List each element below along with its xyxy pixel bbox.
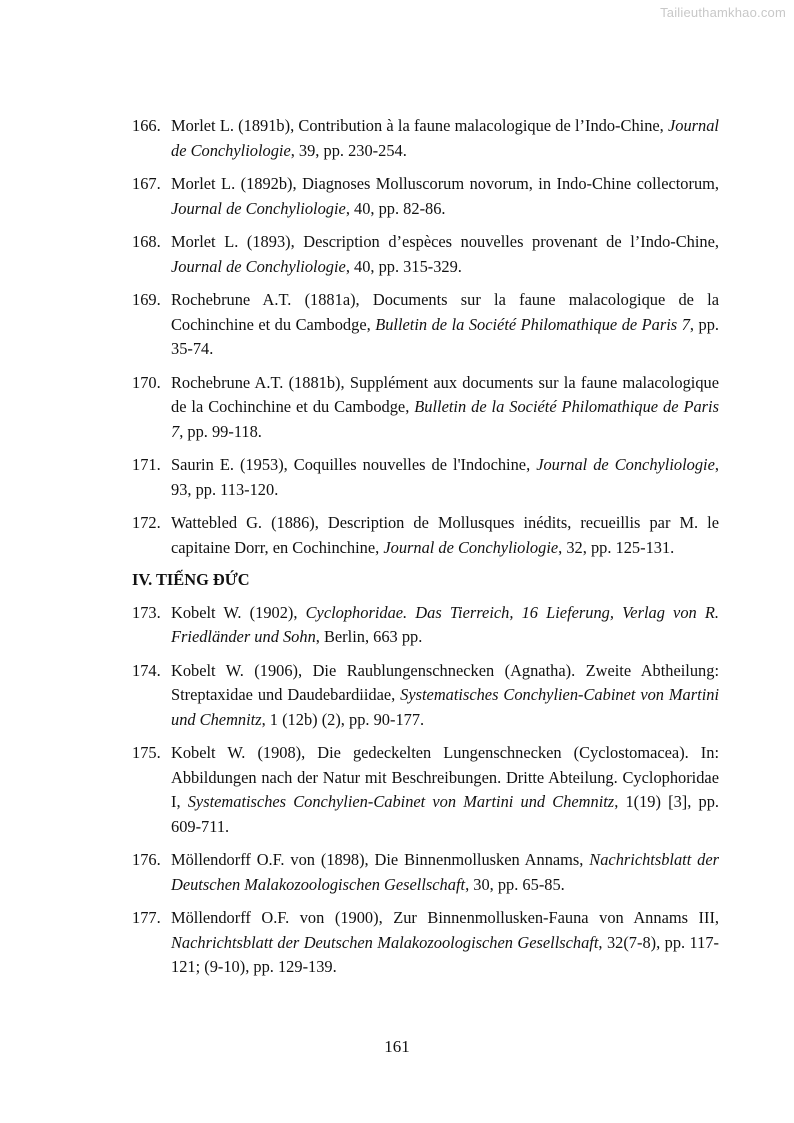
reference-title-italic: Nachrichtsblatt der Deutschen Malakozoologischen Gesellschaft — [171, 850, 720, 894]
reference-entry — [132, 511, 719, 560]
reference-number: 169. — [132, 290, 161, 309]
reference-entry — [132, 848, 719, 897]
reference-number: 176. — [132, 850, 161, 869]
reference-text-part: , 1(19) [3], pp. 609-711. — [171, 792, 720, 836]
reference-text-part: , pp. 99-118. — [179, 421, 262, 441]
reference-text-part: , 1 (12b) (2), pp. 90-177. — [261, 709, 425, 729]
reference-entry — [132, 230, 719, 279]
reference-entry — [132, 601, 719, 650]
reference-text — [171, 603, 719, 647]
reference-title-italic: Journal de Conchyliologie — [171, 256, 346, 276]
reference-number: 174. — [132, 660, 161, 680]
reference-number: 173. — [132, 602, 161, 622]
reference-text-part: , 32(7-8), pp. 117-121; (9-10), pp. 129-139. — [171, 932, 719, 976]
reference-text-part: , pp. 35-74. — [171, 314, 719, 358]
reference-title-italic: Systematisches Conchylien-Cabinet von Martini und Chemnitz — [171, 685, 719, 729]
reference-number: 175. — [132, 743, 161, 762]
reference-title-italic: Bulletin de la Société Philomathique de Paris 7 — [171, 397, 719, 441]
reference-entry — [132, 453, 719, 502]
reference-title-italic: Bulletin de la Société Philomathique de Paris 7 — [375, 314, 690, 334]
reference-text — [171, 513, 719, 557]
reference-entry — [132, 114, 719, 163]
reference-title-italic: Journal de Conchyliologie — [383, 537, 559, 557]
reference-text-part: , 93, pp. 113-120. — [171, 455, 719, 499]
reference-text — [171, 455, 719, 499]
reference-text-part: Wattebled G. (1886), Description de Mollusques inédits, recueillis par M. le capitaine Dorr, en Cochinchine, — [171, 513, 719, 557]
reference-list — [132, 114, 719, 989]
reference-entry — [132, 906, 719, 980]
reference-text-part: , 40, pp. 82-86. — [345, 198, 446, 218]
reference-text — [171, 373, 719, 441]
reference-text — [171, 743, 719, 836]
reference-number: 168. — [132, 232, 161, 251]
reference-text — [171, 850, 719, 894]
reference-text-part: Morlet L. (1893), Description d’espèces nouvelles provenant de l’Indo-Chine, — [171, 232, 719, 251]
reference-text-part: , 40, pp. 315-329. — [345, 256, 462, 276]
reference-text — [171, 661, 719, 729]
reference-text-part: Kobelt W. (1902), — [171, 602, 306, 622]
reference-group-german — [132, 601, 719, 980]
reference-text-part: Kobelt W. (1908), Die gedeckelten Lungenschnecken (Cyclostomacea). In: Abbildungen nach der Natur mit Beschreibungen. Dritte Abteilung. Cyclophoridae I, — [171, 743, 719, 811]
reference-title-italic: Journal de Conchyliologie — [536, 455, 715, 474]
reference-entry — [132, 371, 719, 445]
reference-number: 172. — [132, 513, 161, 532]
reference-text — [171, 174, 719, 218]
reference-number: 171. — [132, 455, 161, 474]
reference-text — [171, 116, 719, 160]
reference-text-part: , 32, pp. 125-131. — [558, 537, 675, 557]
reference-number: 170. — [132, 372, 161, 392]
section-heading: IV. TIẾNG ĐỨC — [132, 570, 250, 589]
reference-text-part: Rochebrune A.T. (1881a), Documents sur la faune malacologique de la Cochinchine et du Cambodge, — [171, 290, 719, 334]
reference-text-part: , 39, pp. 230-254. — [290, 140, 407, 160]
reference-text — [171, 908, 719, 976]
reference-text-part: Morlet L. (1892b), Diagnoses Molluscorum novorum, in Indo-Chine collectorum, — [171, 174, 719, 193]
reference-text-part: Kobelt W. (1906), Die Raublungenschnecken (Agnatha). Zweite Abtheilung: Streptaxidae und Daudebardiidae, — [171, 660, 719, 704]
reference-title-italic: Nachrichtsblatt der Deutschen Malakozoologischen Gesellschaft — [171, 932, 599, 952]
reference-text-part: Morlet L. (1891b), Contribution à la faune malacologique de l’Indo-Chine, — [171, 116, 668, 135]
reference-group-french — [132, 114, 719, 560]
reference-text-part: , 30, pp. 65-85. — [465, 874, 565, 894]
reference-number: 177. — [132, 908, 161, 927]
watermark-text: Tailieuthamkhao.com — [660, 5, 786, 20]
reference-entry — [132, 741, 719, 839]
reference-entry — [132, 288, 719, 362]
reference-entry — [132, 172, 719, 221]
reference-text-part: , Berlin, 663 pp. — [315, 627, 423, 646]
page-number: 161 — [384, 1037, 410, 1056]
reference-text-part: Rochebrune A.T. (1881b), Supplément aux documents sur la faune malacologique de la Cochinchine et du Cambodge, — [171, 372, 719, 416]
reference-text-part: Saurin E. (1953), Coquilles nouvelles de l'Indochine, — [171, 455, 537, 474]
reference-title-italic: Journal de Conchyliologie — [171, 116, 719, 160]
reference-text-part: Möllendorff O.F. von (1900), Zur Binnenmollusken-Fauna von Annams III, — [171, 908, 719, 927]
reference-text-part: Möllendorff O.F. von (1898), Die Binnenmollusken Annams, — [171, 850, 590, 869]
reference-text — [171, 232, 719, 276]
reference-text — [171, 290, 719, 358]
reference-number: 167. — [132, 174, 161, 193]
reference-title-italic: Systematisches Conchylien-Cabinet von Martini und Chemnitz — [187, 792, 615, 811]
reference-entry — [132, 659, 719, 733]
reference-title-italic: Cyclophoridae. Das Tierreich, 16 Lieferung, Verlag von R. Friedländer und Sohn — [171, 602, 719, 646]
reference-number: 166. — [132, 116, 161, 135]
reference-title-italic: Journal de Conchyliologie — [171, 198, 346, 218]
